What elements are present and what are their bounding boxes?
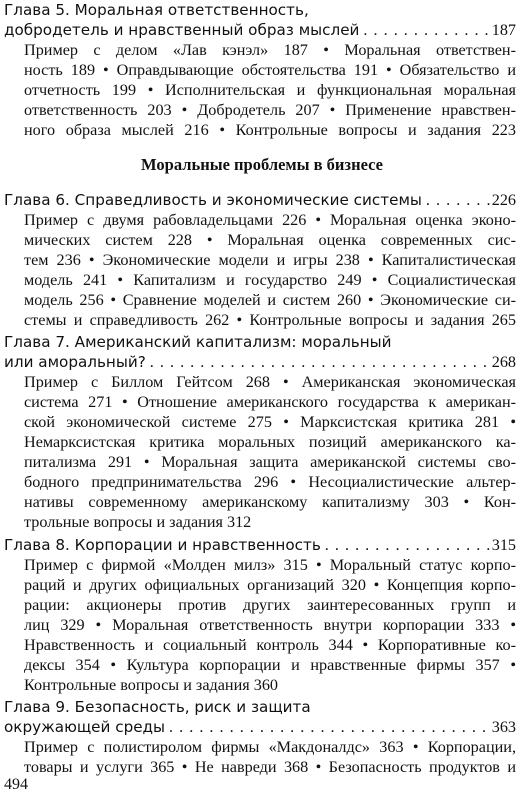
chapter-5-title-leader <box>4 20 516 40</box>
chapter-7-entry-line: система 271 • Отношение американского государства к американ- <box>24 393 516 411</box>
chapter-7-entry-line: питализма 291 • Моральная защита американской системы сво- <box>24 453 516 471</box>
chapter-5-entry-line: отчетность 199 • Исполнительская и функциональная моральная <box>24 81 516 99</box>
chapter-8-entry-line: дексы 354 • Культура корпорации и нравственные фирмы 357 • <box>24 656 516 674</box>
chapter-9-page: 363 <box>491 718 516 736</box>
chapter-8-title: Глава 8. Корпорации и нравственность <box>4 536 321 554</box>
chapter-9-title-line-1: Глава 9. Безопасность, риск и защита <box>4 698 311 716</box>
chapter-6-title: Глава 6. Справедливость и экономические системы <box>4 191 422 209</box>
dot-leader <box>359 20 489 40</box>
chapter-7-title-line-2: или аморальный? <box>4 353 146 371</box>
chapter-7-entry-line: Немарксистская критика моральных позиций американского ка- <box>24 433 516 451</box>
chapter-5-entry-line: Пример с делом «Лав кэнэл» 187 • Моральная ответствен- <box>24 41 516 59</box>
chapter-8-entry-line: раций и других официальных организаций 320 • Концепция корпо- <box>24 576 516 594</box>
page-number: 494 <box>4 776 28 793</box>
chapter-8-entry-line: рации: акционеры против других заинтересованных групп и <box>24 596 516 614</box>
chapter-7-entry-line: ской экономической системе 275 • Марксистская критика 281 • <box>24 413 516 431</box>
chapter-9-entry-line: Пример с полистиролом фирмы «Макдоналдс» 363 • Корпорации, <box>24 738 516 756</box>
chapter-7-title-line-1: Глава 7. Американский капитализм: моральный <box>4 333 392 351</box>
chapter-8-entry-line: Нравственность и социальный контроль 344 • Корпоративные ко- <box>24 636 516 654</box>
chapter-7-entry-line: бодного предпринимательства 296 • Несоциалистические альтер- <box>24 473 516 491</box>
chapter-7-entry-line: Пример с Биллом Гейтсом 268 • Американская экономическая <box>24 373 516 391</box>
chapter-6-title-leader <box>4 190 516 210</box>
chapter-9-entry-line: товары и услуги 365 • Не навреди 368 • Безопасность продуктов и <box>24 758 516 776</box>
chapter-7-page: 268 <box>491 353 516 371</box>
chapter-6-entry-line: мических систем 228 • Моральная оценка современных сис- <box>24 231 516 249</box>
chapter-5-title-line-1: Глава 5. Моральная ответственность, <box>4 1 309 19</box>
chapter-5-title-line-2: добродетель и нравственный образ мыслей <box>4 21 360 39</box>
chapter-6-page: 226 <box>491 191 516 209</box>
chapter-9-title-leader <box>4 717 516 737</box>
chapter-8-entry-line: Пример с фирмой «Молден милз» 315 • Моральный статус корпо- <box>24 556 516 574</box>
chapter-6-entry-line: стемы и справедливость 262 • Контрольные вопросы и задания 265 <box>24 311 516 329</box>
section-title: Моральные проблемы в бизнесе <box>141 155 383 174</box>
chapter-5-entry-line: ность 189 • Оправдывающие обстоятельства 191 • Обязательство и <box>24 61 516 79</box>
dot-leader <box>146 352 490 372</box>
chapter-6-entry-line: Пример с двумя рабовладельцами 226 • Моральная оценка эконо- <box>24 211 516 229</box>
chapter-5-entry-line: ответственность 203 • Добродетель 207 • Применение нравствен- <box>24 101 516 119</box>
dot-leader <box>422 190 490 210</box>
chapter-8-page: 315 <box>491 536 516 554</box>
dot-leader <box>165 717 490 737</box>
chapter-6-entry-line: модель 241 • Капитализм и государство 249 • Социалистическая <box>24 271 516 289</box>
chapter-6-entry-line: модель 256 • Сравнение моделей и систем 260 • Экономические си- <box>24 291 516 309</box>
chapter-8-title-leader <box>4 535 516 555</box>
chapter-6-entry-line: тем 236 • Экономические модели и игры 238 • Капиталистическая <box>24 251 516 269</box>
chapter-7-title-leader <box>4 352 516 372</box>
chapter-5-entry-line: ного образа мыслей 216 • Контрольные вопросы и задания 223 <box>24 121 516 139</box>
chapter-9-title-line-2: окружающей среды <box>4 718 166 736</box>
chapter-8-entry-line: Контрольные вопросы и задания 360 <box>24 676 279 694</box>
chapter-8-entry-line: лиц 329 • Моральная ответственность внутри корпорации 333 • <box>24 616 516 634</box>
chapter-5-page: 187 <box>491 21 516 39</box>
chapter-7-entry-line: нативы современному американскому капитализму 303 • Кон- <box>24 493 516 511</box>
chapter-7-entry-line: трольные вопросы и задания 312 <box>24 513 252 531</box>
dot-leader <box>321 535 490 555</box>
